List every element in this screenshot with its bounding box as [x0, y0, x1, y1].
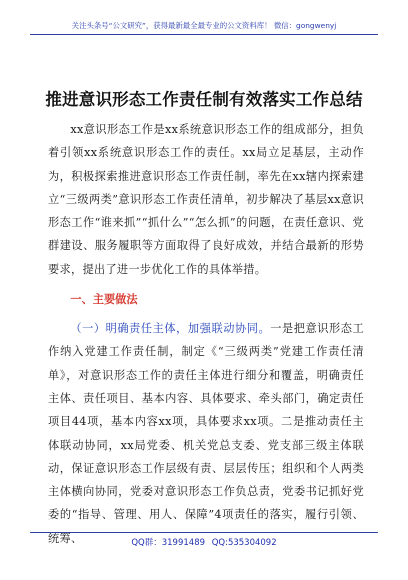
document-title: 推进意识形态工作责任制有效落实工作总结 [45, 90, 363, 109]
footer-contact: QQ群：31991489 QQ:535304092 [30, 532, 378, 548]
sub-section-text: 一是把意识形态工作纳入党建工作责任制，制定《“三级两类”党建工作责任清单》，对意识形态工作的责任主体进行细分和覆盖，明确责任主体、责任项目、基本内容、具体要求、牵头部门，确定责任项目44项，基本内容xx项，具体要求xx项。二是推动责任主体联动协同，xx局党委、机关党总支委、党支部三级主体联动，保证意识形态工作层级有责、层层传压；组织和个人两类主体横向协同，党委对意识形态工作负总责，党委书记抓好党委的“指导、管理、用人、保障”4项责任的落实，履行引领、统筹、 [48, 322, 364, 545]
header-banner: 关注头条号“公文研究”，获得最新最全最专业的公文资料库！ 微信：gongwenyj [30, 20, 378, 35]
sub-section-heading: （一）明确责任主体，加强联动协同。 [70, 322, 271, 336]
section-heading-main-practices: 一、主要做法 [70, 293, 138, 307]
document-body [48, 118, 364, 550]
intro-paragraph: xx意识形态工作是xx系统意识形态工作的组成部分，担负着引领xx系统意识形态工作的责任。xx局立足基层，主动作为，积极探索推进意识形态工作责任制，率先在xx辖内探索建立“三级两类”意识形态工作责任清单，初步解决了基层xx意识形态工作“谁来抓”“抓什么”“怎么抓”的问题，在责任意识、党群建设、服务履职等方面取得了良好成效，并结合最新的形势要求，提出了进一步优化工作的具体举措。 [48, 123, 364, 276]
sub-section-paragraph [48, 317, 364, 550]
